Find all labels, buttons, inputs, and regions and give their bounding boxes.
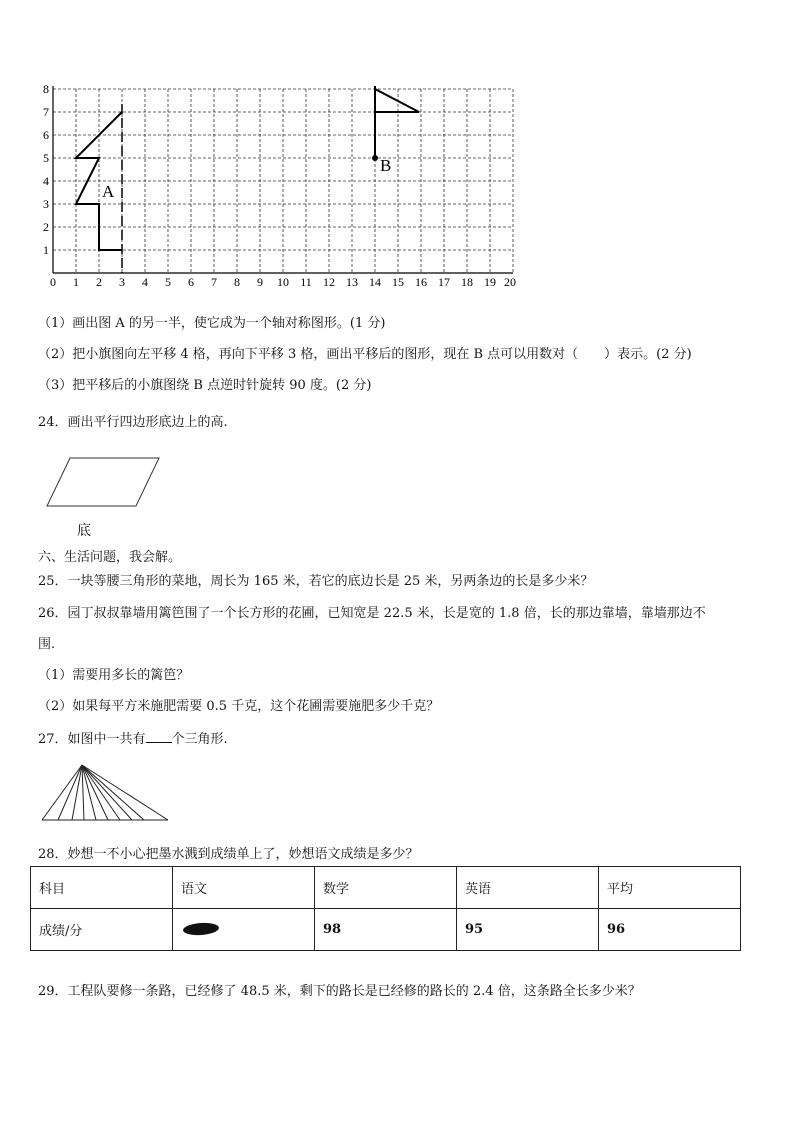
q23-part1: （1）画出图 A 的另一半，使它成为一个轴对称图形。(1 分) [38, 316, 386, 331]
fan-lines [42, 765, 168, 820]
row-label: 成绩/分 [31, 909, 173, 951]
y-tick: 7 [43, 105, 49, 119]
x-tick: 5 [165, 275, 171, 289]
point-b [372, 155, 378, 161]
x-tick: 7 [211, 275, 217, 289]
x-tick: 17 [438, 275, 450, 289]
y-tick: 6 [43, 128, 49, 142]
fan-line [82, 765, 120, 820]
q26-line2: 围. [38, 637, 56, 652]
fan-triangle-figure [36, 760, 176, 824]
q26-part1: （1）需要用多长的篱笆？ [38, 668, 190, 683]
x-tick: 15 [392, 275, 404, 289]
x-tick: 9 [257, 275, 263, 289]
x-tick: 18 [461, 275, 473, 289]
x-tick: 4 [142, 275, 148, 289]
q25-text: 25．一块等腰三角形的菜地，周长为 165 米，若它的底边长是 25 米，另两条边的长是多少米？ [38, 574, 594, 589]
x-tick: 6 [188, 275, 194, 289]
x-tick: 12 [323, 275, 335, 289]
score-cell: 96 [599, 909, 741, 951]
table-row [31, 909, 741, 951]
score-cell: 98 [315, 909, 457, 951]
x-tick: 0 [50, 275, 56, 289]
score-cell: 95 [457, 909, 599, 951]
fan-line [82, 765, 144, 820]
q26-line1: 26．园丁叔叔靠墙用篱笆围了一个长方形的花圃，已知宽是 22.5 米，长是宽的 1.8 倍，长的那边靠墙，靠墙那边不 [38, 606, 706, 621]
x-tick-labels [50, 275, 516, 289]
x-tick: 8 [234, 275, 240, 289]
header-cell: 平均 [599, 867, 741, 909]
y-tick: 5 [43, 151, 49, 165]
section-six-heading: 六、生活问题，我会解。 [38, 550, 182, 565]
header-cell: 英语 [457, 867, 599, 909]
x-tick: 3 [119, 275, 125, 289]
parallelogram [47, 458, 159, 506]
y-tick: 4 [43, 174, 49, 188]
score-table [30, 866, 741, 951]
q23-part2: （2）把小旗图向左平移 4 格，再向下平移 3 格，画出平移后的图形，现在 B 点可以用数对（ ）表示。(2 分) [38, 347, 692, 362]
header-cell: 科目 [31, 867, 173, 909]
x-tick: 20 [504, 275, 516, 289]
answer-blank[interactable] [146, 730, 172, 743]
x-tick: 2 [96, 275, 102, 289]
parallelogram-figure [40, 452, 170, 512]
q27-after: 个三角形. [171, 732, 228, 747]
fan-line [72, 765, 82, 820]
q26-part2: （2）如果每平方米施肥需要 0.5 千克，这个花圃需要施肥多少千克？ [38, 699, 440, 714]
x-tick: 19 [484, 275, 496, 289]
table-header-row [31, 867, 741, 909]
q27-text [38, 728, 228, 747]
y-tick: 1 [43, 243, 49, 257]
q23-part3: （3）把平移后的小旗图绕 B 点逆时针旋转 90 度。(2 分) [38, 378, 372, 393]
y-tick: 3 [43, 197, 49, 211]
y-tick-labels [43, 82, 49, 257]
ink-blot [181, 920, 221, 936]
coordinate-grid [30, 78, 530, 293]
x-tick: 14 [369, 275, 381, 289]
q28-text: 28．妙想一不小心把墨水溅到成绩单上了，妙想语文成绩是多少？ [38, 847, 419, 862]
y-tick: 8 [43, 82, 49, 96]
x-tick: 16 [415, 275, 427, 289]
y-tick: 2 [43, 220, 49, 234]
x-tick: 10 [277, 275, 289, 289]
label-a: A [102, 182, 115, 201]
q24-text: 24．画出平行四边形底边上的高. [38, 415, 228, 430]
header-cell: 语文 [173, 867, 315, 909]
x-tick: 1 [73, 275, 79, 289]
x-tick: 11 [300, 275, 312, 289]
x-tick: 13 [346, 275, 358, 289]
flag-triangle [375, 89, 419, 112]
base-label: 底 [77, 523, 91, 539]
header-cell: 数学 [315, 867, 457, 909]
q29-text: 29．工程队要修一条路，已经修了 48.5 米，剩下的路长是已经修的路长的 2.4 倍，这条路全长多少米？ [38, 984, 641, 999]
label-b: B [380, 156, 392, 175]
q27-before: 27．如图中一共有 [38, 732, 146, 747]
ink-blot-cell [173, 909, 315, 951]
